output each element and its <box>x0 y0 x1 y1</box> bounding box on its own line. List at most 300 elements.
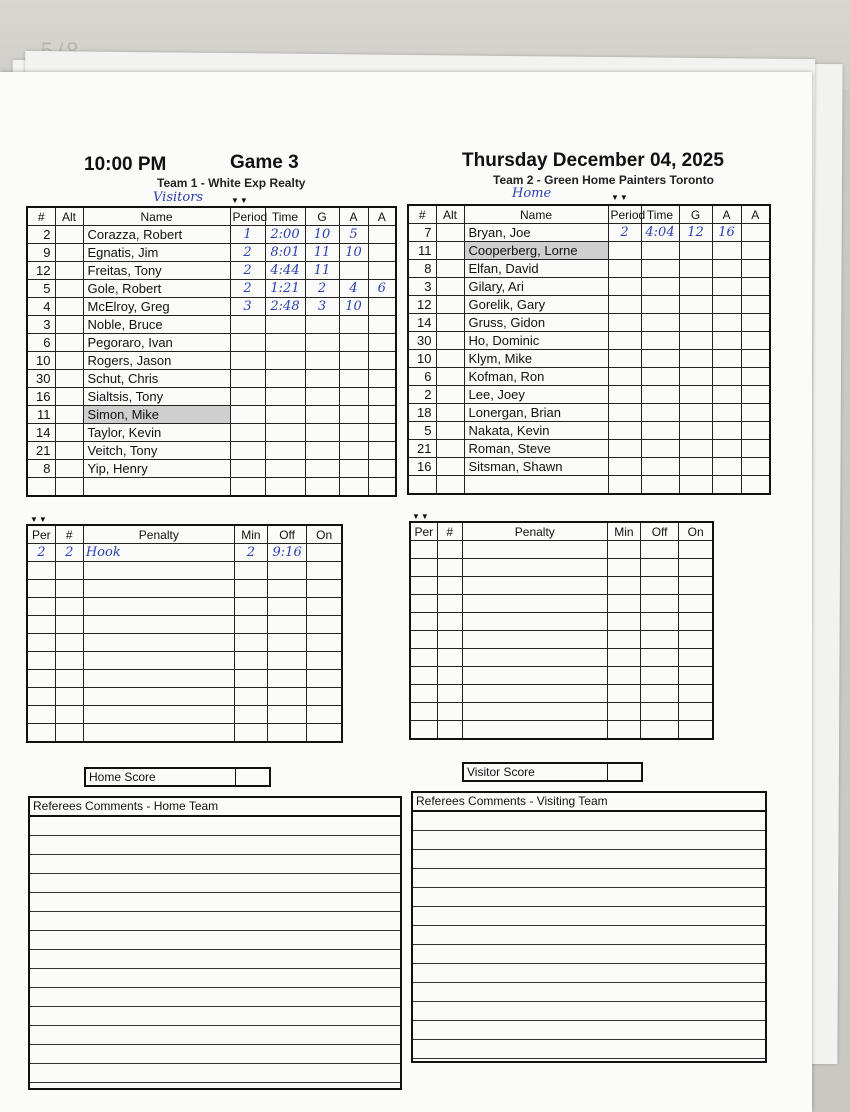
team2-roster-goal-scorer <box>679 458 712 476</box>
team1-penalty-min <box>234 562 267 580</box>
team1-penalty-on <box>307 724 342 743</box>
team2-penalty-per <box>410 595 437 613</box>
team2-penalty-off <box>641 631 679 649</box>
team2-penalty-per <box>410 721 437 740</box>
team1-penalty-on <box>307 580 342 598</box>
team1-roster-goal-period <box>230 424 265 442</box>
team1-roster-alt-cell <box>55 334 83 352</box>
team2-roster-row <box>408 350 770 368</box>
team1-roster-jersey-number: 16 <box>27 388 55 406</box>
team2-handwritten-note: Home <box>512 186 552 201</box>
team2-roster-assist-2 <box>741 224 770 242</box>
team1-roster-header-cell: A <box>368 207 396 226</box>
team2-penalty-min <box>607 721 640 740</box>
team1-roster-header-cell: # <box>27 207 55 226</box>
team1-roster-jersey-number: 6 <box>27 334 55 352</box>
team2-roster-player-name: Cooperberg, Lorne <box>464 242 608 260</box>
team2-penalty-num <box>437 721 462 740</box>
home-comment-line <box>30 1064 400 1083</box>
team1-penalty-header-cell: On <box>307 525 342 544</box>
team2-roster-player-name: Gorelik, Gary <box>464 296 608 314</box>
visiting-comment-line <box>413 812 765 831</box>
visiting-comment-line <box>413 983 765 1002</box>
team2-penalty-num <box>437 685 462 703</box>
team2-roster-goal-scorer <box>679 422 712 440</box>
team2-penalty-penalty <box>462 613 607 631</box>
team2-penalty-on <box>679 649 713 667</box>
visiting-comment-line <box>413 831 765 850</box>
team2-roster-goal-scorer: 12 <box>679 224 712 242</box>
team1-roster-goal-period <box>230 334 265 352</box>
team1-roster-player-name: Gole, Robert <box>83 280 230 298</box>
team1-penalty-per <box>27 688 55 706</box>
home-comment-line <box>30 1007 400 1026</box>
team1-penalty-per: 2 <box>27 544 55 562</box>
visiting-comment-line <box>413 1040 765 1059</box>
visiting-comments-title: Referees Comments - Visiting Team <box>413 793 765 812</box>
team2-penalty-min <box>607 613 640 631</box>
team1-roster-assist-1 <box>339 478 368 497</box>
visiting-comment-line <box>413 964 765 983</box>
team2-roster-assist-2 <box>741 296 770 314</box>
team1-penalty-on <box>307 688 342 706</box>
team1-roster-alt-cell <box>55 424 83 442</box>
team1-roster-goal-time <box>265 478 305 497</box>
team1-roster-jersey-number: 30 <box>27 370 55 388</box>
team2-penalty-penalty <box>462 703 607 721</box>
team2-roster-goal-scorer <box>679 404 712 422</box>
team1-roster-row <box>27 352 396 370</box>
team1-penalty-num <box>55 562 83 580</box>
team1-roster-player-name: Egnatis, Jim <box>83 244 230 262</box>
team2-penalty-min <box>607 631 640 649</box>
visiting-comment-line <box>413 850 765 869</box>
home-score-label: Home Score <box>86 769 236 785</box>
team1-penalty-num <box>55 616 83 634</box>
team2-penalty-arrows: ▼▼ <box>412 512 430 521</box>
team1-penalty-num <box>55 634 83 652</box>
team2-roster-jersey-number: 10 <box>408 350 436 368</box>
team1-penalty-row <box>27 652 342 670</box>
team2-penalty-row <box>410 649 713 667</box>
team2-roster-goal-time <box>641 332 679 350</box>
team1-roster-goal-period: 3 <box>230 298 265 316</box>
team2-roster-assist-1 <box>712 440 741 458</box>
team1-handwritten-note: Visitors <box>153 190 204 205</box>
team1-roster-header-cell: Name <box>83 207 230 226</box>
team1-penalty-per <box>27 670 55 688</box>
team1-roster-assist-2 <box>368 352 396 370</box>
team2-roster-goal-time <box>641 368 679 386</box>
team2-roster-row <box>408 368 770 386</box>
team2-roster-row <box>408 404 770 422</box>
team1-roster-goal-time: 4:44 <box>265 262 305 280</box>
team1-penalty-on <box>307 706 342 724</box>
team1-roster-player-name: Taylor, Kevin <box>83 424 230 442</box>
team1-roster-arrows: ▼▼ <box>231 196 249 205</box>
team2-roster-player-name: Klym, Mike <box>464 350 608 368</box>
team1-roster-alt-cell <box>55 442 83 460</box>
team2-roster-goal-scorer <box>679 242 712 260</box>
team2-roster-assist-1 <box>712 422 741 440</box>
team1-penalty-row <box>27 670 342 688</box>
team2-roster-header-cell: A <box>741 205 770 224</box>
team1-penalty-num <box>55 688 83 706</box>
team2-roster-assist-2 <box>741 368 770 386</box>
visitor-score-value <box>608 764 641 780</box>
team2-roster-assist-2 <box>741 350 770 368</box>
home-score-value <box>236 769 269 785</box>
team2-roster-row <box>408 476 770 495</box>
team1-roster-assist-1 <box>339 316 368 334</box>
team1-roster-assist-2 <box>368 406 396 424</box>
game-date: Thursday December 04, 2025 <box>462 150 724 171</box>
team2-penalty-min <box>607 577 640 595</box>
team1-penalty-num <box>55 706 83 724</box>
team2-roster-assist-1 <box>712 386 741 404</box>
team1-penalty-row <box>27 688 342 706</box>
team2-roster-row <box>408 458 770 476</box>
team1-roster-assist-1 <box>339 370 368 388</box>
team2-roster-assist-1 <box>712 278 741 296</box>
team1-roster-assist-2 <box>368 442 396 460</box>
team1-roster-jersey-number: 4 <box>27 298 55 316</box>
team1-roster-assist-2 <box>368 478 396 497</box>
team2-penalty-row <box>410 595 713 613</box>
team2-roster-row <box>408 386 770 404</box>
team1-roster-row <box>27 460 396 478</box>
team2-penalty-num <box>437 703 462 721</box>
team2-penalty-min <box>607 649 640 667</box>
team1-roster-goal-scorer: 2 <box>305 280 339 298</box>
team1-roster-player-name: Veitch, Tony <box>83 442 230 460</box>
team1-penalty-off <box>268 688 307 706</box>
team2-roster-jersey-number: 5 <box>408 422 436 440</box>
team1-roster-goal-scorer <box>305 352 339 370</box>
team1-penalty-num <box>55 724 83 743</box>
team1-roster-goal-scorer <box>305 460 339 478</box>
team1-roster-goal-period: 2 <box>230 244 265 262</box>
team1-roster-player-name: McElroy, Greg <box>83 298 230 316</box>
team2-penalty-off <box>641 649 679 667</box>
team2-penalty-off <box>641 667 679 685</box>
team1-roster-player-name: Pegoraro, Ivan <box>83 334 230 352</box>
team2-penalty-per <box>410 685 437 703</box>
team1-roster-header-cell: Period <box>230 207 265 226</box>
team2-roster-assist-2 <box>741 476 770 495</box>
team2-roster-player-name: Nakata, Kevin <box>464 422 608 440</box>
visiting-comment-line <box>413 926 765 945</box>
team1-roster-row <box>27 262 396 280</box>
team2-roster-alt-cell <box>436 368 464 386</box>
team1-roster-row <box>27 334 396 352</box>
team1-roster-assist-2 <box>368 388 396 406</box>
team1-roster-goal-time: 1:21 <box>265 280 305 298</box>
team1-penalty-header-row <box>27 525 342 544</box>
team2-roster-goal-period <box>608 476 641 495</box>
team1-penalty-penalty <box>83 616 234 634</box>
team1-penalty-on <box>307 670 342 688</box>
team2-penalty-penalty <box>462 685 607 703</box>
team2-roster-goal-period <box>608 386 641 404</box>
team2-penalty-num <box>437 631 462 649</box>
team1-roster-assist-1 <box>339 334 368 352</box>
team2-penalty-row <box>410 541 713 559</box>
team1-roster-goal-period <box>230 388 265 406</box>
team2-penalty-header-cell: Per <box>410 522 437 541</box>
team1-penalty-off <box>268 616 307 634</box>
team2-roster-player-name: Sitsman, Shawn <box>464 458 608 476</box>
team2-penalty-num <box>437 541 462 559</box>
team1-roster-goal-scorer <box>305 388 339 406</box>
team2-roster-alt-cell <box>436 224 464 242</box>
team2-penalty-row <box>410 685 713 703</box>
team2-penalty-min <box>607 559 640 577</box>
team1-roster-assist-1: 10 <box>339 244 368 262</box>
team2-penalty-min <box>607 703 640 721</box>
team2-roster-header-cell: Time <box>641 205 679 224</box>
team1-roster-goal-time: 2:00 <box>265 226 305 244</box>
team2-penalty-num <box>437 595 462 613</box>
team2-roster-assist-1 <box>712 332 741 350</box>
team1-roster-alt-cell <box>55 478 83 497</box>
team2-penalty-min <box>607 541 640 559</box>
team1-roster-alt-cell <box>55 226 83 244</box>
team1-roster-assist-2 <box>368 460 396 478</box>
team2-roster-assist-1 <box>712 242 741 260</box>
team2-roster-goal-time <box>641 476 679 495</box>
team1-roster-row <box>27 226 396 244</box>
team2-penalty-on <box>679 541 713 559</box>
team1-roster-player-name: Sialtsis, Tony <box>83 388 230 406</box>
team1-penalty-penalty <box>83 670 234 688</box>
team1-penalty-min <box>234 724 267 743</box>
team2-roster-goal-time <box>641 458 679 476</box>
team1-roster-goal-scorer: 11 <box>305 244 339 262</box>
team1-roster-jersey-number: 11 <box>27 406 55 424</box>
team1-penalty-penalty <box>83 652 234 670</box>
team1-roster-header-cell: G <box>305 207 339 226</box>
team2-roster-row <box>408 260 770 278</box>
team1-penalty-on <box>307 616 342 634</box>
team2-penalty-on <box>679 559 713 577</box>
home-comment-line <box>30 950 400 969</box>
team1-penalty-on <box>307 634 342 652</box>
team1-roster-goal-scorer: 10 <box>305 226 339 244</box>
team2-penalty-off <box>641 577 679 595</box>
team1-roster-player-name: Corazza, Robert <box>83 226 230 244</box>
team2-roster-goal-time <box>641 440 679 458</box>
team2-penalty-num <box>437 577 462 595</box>
visiting-comment-line <box>413 1002 765 1021</box>
team2-roster-jersey-number: 14 <box>408 314 436 332</box>
team2-roster-arrows: ▼▼ <box>611 193 629 202</box>
team1-roster-assist-2 <box>368 316 396 334</box>
team1-roster-jersey-number: 3 <box>27 316 55 334</box>
home-comment-line <box>30 969 400 988</box>
team1-roster-assist-1 <box>339 442 368 460</box>
team2-roster-player-name <box>464 476 608 495</box>
team1-roster-assist-1: 10 <box>339 298 368 316</box>
team1-penalty-off <box>268 562 307 580</box>
team1-roster-alt-cell <box>55 316 83 334</box>
visitor-score-label: Visitor Score <box>464 764 608 780</box>
team2-roster-assist-1: 16 <box>712 224 741 242</box>
team1-roster-alt-cell <box>55 460 83 478</box>
team1-roster-assist-1 <box>339 262 368 280</box>
team2-penalty-on <box>679 703 713 721</box>
team1-roster-goal-time <box>265 316 305 334</box>
team2-penalty-row <box>410 577 713 595</box>
team1-penalty-row <box>27 724 342 743</box>
team2-penalty-min <box>607 595 640 613</box>
team2-roster-player-name: Gilary, Ari <box>464 278 608 296</box>
team2-penalty-per <box>410 631 437 649</box>
team1-penalty-penalty <box>83 598 234 616</box>
team1-roster-assist-1: 5 <box>339 226 368 244</box>
team1-roster-assist-2 <box>368 262 396 280</box>
team1-penalty-off <box>268 706 307 724</box>
team2-penalty-row <box>410 721 713 740</box>
team1-roster-goal-scorer <box>305 424 339 442</box>
team1-penalty-min <box>234 616 267 634</box>
team2-penalty-per <box>410 613 437 631</box>
team2-roster-goal-scorer <box>679 278 712 296</box>
team2-roster-goal-period: 2 <box>608 224 641 242</box>
team1-roster-header-row <box>27 207 396 226</box>
team1-roster-goal-period: 1 <box>230 226 265 244</box>
team1-penalty-off <box>268 724 307 743</box>
team2-roster-assist-2 <box>741 386 770 404</box>
team2-roster-header-cell: G <box>679 205 712 224</box>
team2-roster-table <box>407 204 771 495</box>
team2-roster-goal-time <box>641 296 679 314</box>
visiting-comments-box <box>411 791 767 1063</box>
visiting-comment-line <box>413 1021 765 1040</box>
team2-penalty-per <box>410 577 437 595</box>
team2-roster-player-name: Gruss, Gidon <box>464 314 608 332</box>
team2-roster-alt-cell <box>436 422 464 440</box>
team2-roster-assist-1 <box>712 350 741 368</box>
team2-roster-assist-2 <box>741 404 770 422</box>
team1-penalty-num <box>55 580 83 598</box>
team2-roster-goal-period <box>608 260 641 278</box>
team2-penalty-row <box>410 559 713 577</box>
team2-roster-assist-1 <box>712 296 741 314</box>
team1-roster-goal-scorer <box>305 334 339 352</box>
team1-roster-row <box>27 370 396 388</box>
team2-penalty-on <box>679 685 713 703</box>
team1-roster-player-name: Yip, Henry <box>83 460 230 478</box>
team1-penalty-row <box>27 634 342 652</box>
team1-roster-player-name: Noble, Bruce <box>83 316 230 334</box>
team1-roster-goal-period <box>230 316 265 334</box>
team1-penalty-min: 2 <box>234 544 267 562</box>
team2-penalty-min <box>607 667 640 685</box>
team2-penalty-on <box>679 595 713 613</box>
team2-roster-assist-2 <box>741 422 770 440</box>
team1-roster-player-name: Freitas, Tony <box>83 262 230 280</box>
team2-penalty-min <box>607 685 640 703</box>
team2-penalty-per <box>410 541 437 559</box>
team1-roster-goal-period <box>230 478 265 497</box>
team2-roster-header-cell: Name <box>464 205 608 224</box>
team2-roster-goal-period <box>608 278 641 296</box>
team2-penalty-off <box>641 721 679 740</box>
team1-roster-goal-time: 8:01 <box>265 244 305 262</box>
team2-roster-jersey-number: 6 <box>408 368 436 386</box>
team1-roster-row <box>27 298 396 316</box>
team2-penalty-per <box>410 559 437 577</box>
team2-roster-row <box>408 332 770 350</box>
visitor-score-box <box>462 762 643 782</box>
team1-penalty-per <box>27 634 55 652</box>
team1-penalty-per <box>27 562 55 580</box>
team2-roster-assist-1 <box>712 476 741 495</box>
team2-roster-alt-cell <box>436 260 464 278</box>
team2-roster-alt-cell <box>436 458 464 476</box>
team1-roster-alt-cell <box>55 244 83 262</box>
team1-penalty-num <box>55 670 83 688</box>
team2-roster-assist-2 <box>741 260 770 278</box>
team1-penalty-row <box>27 616 342 634</box>
team2-roster-player-name: Lonergan, Brian <box>464 404 608 422</box>
team2-penalty-row <box>410 631 713 649</box>
team2-penalty-penalty <box>462 595 607 613</box>
team1-roster-goal-time <box>265 460 305 478</box>
team2-roster-row <box>408 422 770 440</box>
team2-roster-alt-cell <box>436 404 464 422</box>
team1-roster-goal-time <box>265 442 305 460</box>
team2-roster-assist-2 <box>741 458 770 476</box>
team1-penalty-min <box>234 652 267 670</box>
team2-penalty-on <box>679 613 713 631</box>
team2-roster-row <box>408 278 770 296</box>
team1-penalty-penalty <box>83 688 234 706</box>
team1-penalty-off <box>268 598 307 616</box>
team1-roster-goal-time <box>265 334 305 352</box>
team1-roster-assist-1 <box>339 352 368 370</box>
team2-roster-header-cell: Period <box>608 205 641 224</box>
team2-roster-jersey-number: 3 <box>408 278 436 296</box>
visiting-comment-line <box>413 945 765 964</box>
home-comments-box <box>28 796 402 1090</box>
team2-roster-assist-2 <box>741 278 770 296</box>
team1-roster-assist-2 <box>368 226 396 244</box>
team1-roster-goal-period: 2 <box>230 262 265 280</box>
team2-roster-header-cell: A <box>712 205 741 224</box>
visiting-comment-line <box>413 888 765 907</box>
team1-roster-goal-time: 2:48 <box>265 298 305 316</box>
team1-roster-player-name <box>83 478 230 497</box>
team2-penalty-header-cell: Penalty <box>462 522 607 541</box>
team1-roster-goal-period <box>230 370 265 388</box>
team2-roster-alt-cell <box>436 332 464 350</box>
team2-roster-player-name: Elfan, David <box>464 260 608 278</box>
team2-roster-header-row <box>408 205 770 224</box>
team1-penalty-penalty <box>83 562 234 580</box>
team2-roster-goal-scorer <box>679 476 712 495</box>
team2-roster-assist-1 <box>712 404 741 422</box>
game-time: 10:00 PM <box>84 154 167 175</box>
team1-roster-goal-scorer: 3 <box>305 298 339 316</box>
team2-roster-player-name: Kofman, Ron <box>464 368 608 386</box>
team2-roster-assist-2 <box>741 242 770 260</box>
team2-roster-goal-period <box>608 350 641 368</box>
team1-penalty-row <box>27 562 342 580</box>
team2-roster-goal-period <box>608 422 641 440</box>
team2-roster-player-name: Roman, Steve <box>464 440 608 458</box>
